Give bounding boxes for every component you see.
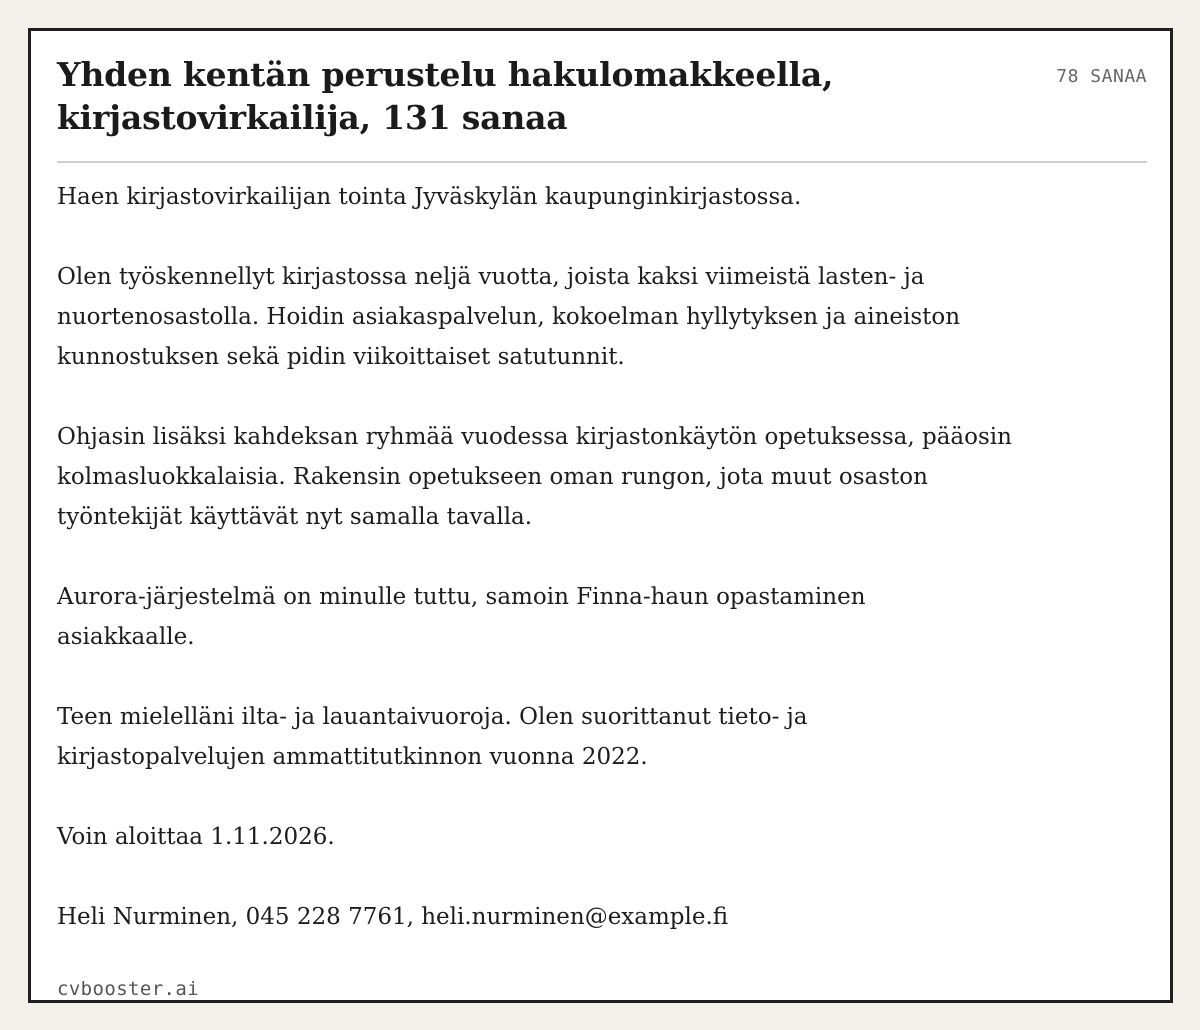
paragraph-systems: Aurora-järjestelmä on minulle tuttu, samoin Finna-haun opastaminen asiakkaalle. (57, 584, 866, 650)
document-body (57, 177, 1057, 937)
paragraph-start-date: Voin aloittaa 1.11.2026. (57, 824, 335, 850)
paragraph-availability: Teen mielelläni ilta- ja lauantaivuoroja. Olen suorittanut tieto- ja kirjastopalvelujen ammattitutkinnon vuonna 2022. (57, 704, 808, 770)
document-header (57, 53, 1147, 161)
paragraph-intro: Haen kirjastovirkailijan tointa Jyväskylän kaupunginkirjastossa. (57, 184, 802, 210)
document-title: Yhden kentän perustelu hakulomakkeella, kirjastovirkailija, 131 sanaa (57, 55, 834, 137)
footer-brand: cvbooster.ai (57, 978, 200, 1000)
document-card (28, 28, 1173, 1003)
word-count-badge: 78 SANAA (1056, 66, 1147, 87)
header-divider (57, 161, 1147, 163)
paragraph-experience: Olen työskennellyt kirjastossa neljä vuotta, joista kaksi viimeistä lasten- ja nuortenosastolla. Hoidin asiakaspalvelun, kokoelman hyllytyksen ja aineiston kunnostuksen sekä pidin viikoittaiset satutunnit. (57, 264, 961, 370)
paragraph-contact: Heli Nurminen, 045 228 7761, heli.nurminen@example.fi (57, 904, 729, 930)
paragraph-teaching: Ohjasin lisäksi kahdeksan ryhmää vuodessa kirjastonkäytön opetuksessa, pääosin kolmasluokkalaisia. Rakensin opetukseen oman rungon, jota muut osaston työntekijät käyttävät nyt samalla tavalla. (57, 424, 1012, 530)
